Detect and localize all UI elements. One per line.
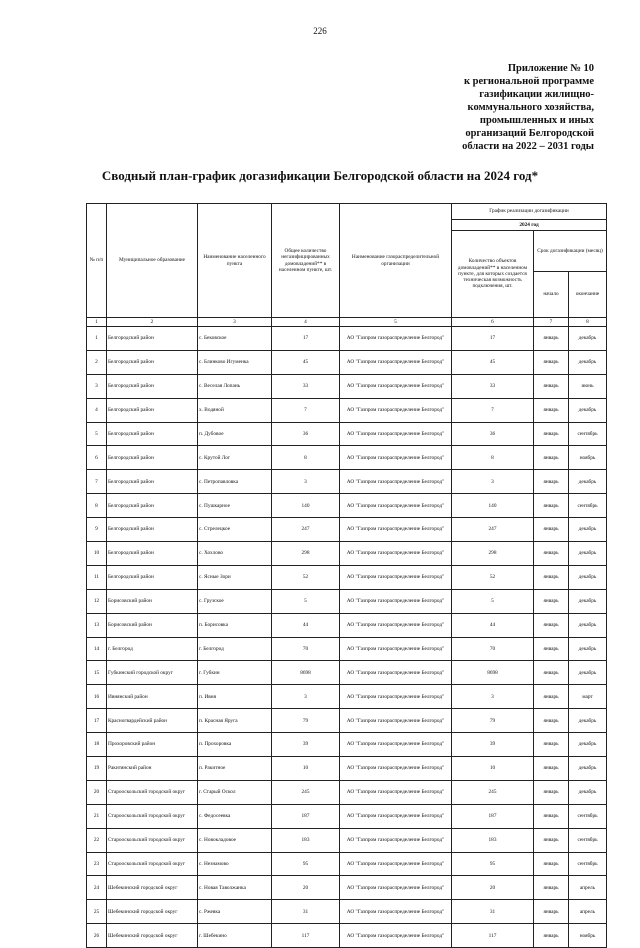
organization-cell: АО "Газпром газораспределение Белгород" bbox=[340, 518, 452, 542]
organization-cell: АО "Газпром газораспределение Белгород" bbox=[340, 852, 452, 876]
settlement-cell: п. Ивня bbox=[198, 685, 272, 709]
households-count-cell: 36 bbox=[452, 422, 534, 446]
households-count-cell: 20 bbox=[452, 876, 534, 900]
organization-cell: АО "Газпром газораспределение Белгород" bbox=[340, 446, 452, 470]
municipality-cell: Красногвардейский район bbox=[107, 709, 198, 733]
start-month-cell: январь bbox=[534, 565, 569, 589]
table-row bbox=[87, 494, 607, 518]
column-numbers-row bbox=[87, 318, 607, 327]
start-month-cell: январь bbox=[534, 613, 569, 637]
households-count-cell: 95 bbox=[452, 852, 534, 876]
households-count-cell: 10 bbox=[452, 757, 534, 781]
households-count-cell: 187 bbox=[452, 804, 534, 828]
municipality-cell: Белгородский район bbox=[107, 422, 198, 446]
header-num: № п/п bbox=[87, 204, 107, 318]
start-month-cell: январь bbox=[534, 900, 569, 924]
settlement-cell: г. Белгород bbox=[198, 637, 272, 661]
municipality-cell: Прохоровский район bbox=[107, 733, 198, 757]
end-month-cell: июнь bbox=[569, 374, 607, 398]
households-count-cell: 44 bbox=[452, 613, 534, 637]
organization-cell: АО "Газпром газораспределение Белгород" bbox=[340, 733, 452, 757]
households-count-cell: 247 bbox=[452, 518, 534, 542]
organization-cell: АО "Газпром газораспределение Белгород" bbox=[340, 494, 452, 518]
header-settlement: Наименование населенного пункта bbox=[198, 204, 272, 318]
organization-cell: АО "Газпром газораспределение Белгород" bbox=[340, 565, 452, 589]
start-month-cell: январь bbox=[534, 518, 569, 542]
row-number: 8 bbox=[87, 494, 107, 518]
total-households-cell: 45 bbox=[272, 350, 340, 374]
start-month-cell: январь bbox=[534, 757, 569, 781]
households-count-cell: 8 bbox=[452, 446, 534, 470]
settlement-cell: г. Шебекино bbox=[198, 924, 272, 948]
organization-cell: АО "Газпром газораспределение Белгород" bbox=[340, 589, 452, 613]
total-households-cell: 187 bbox=[272, 804, 340, 828]
organization-cell: АО "Газпром газораспределение Белгород" bbox=[340, 422, 452, 446]
row-number: 17 bbox=[87, 709, 107, 733]
total-households-cell: 5 bbox=[272, 589, 340, 613]
municipality-cell: Белгородский район bbox=[107, 446, 198, 470]
start-month-cell: январь bbox=[534, 876, 569, 900]
header-end: окончание bbox=[569, 272, 607, 318]
total-households-cell: 10 bbox=[272, 757, 340, 781]
table-row bbox=[87, 876, 607, 900]
settlement-cell: с. Веселая Лопань bbox=[198, 374, 272, 398]
header-municipality: Муниципальное образование bbox=[107, 204, 198, 318]
table-row bbox=[87, 613, 607, 637]
start-month-cell: январь bbox=[534, 828, 569, 852]
table-row bbox=[87, 327, 607, 351]
table-row bbox=[87, 374, 607, 398]
municipality-cell: г. Белгород bbox=[107, 637, 198, 661]
end-month-cell: декабрь bbox=[569, 709, 607, 733]
municipality-cell: Белгородский район bbox=[107, 327, 198, 351]
organization-cell: АО "Газпром газораспределение Белгород" bbox=[340, 804, 452, 828]
row-number: 15 bbox=[87, 661, 107, 685]
settlement-cell: с. Петропавловка bbox=[198, 470, 272, 494]
households-count-cell: 17 bbox=[452, 327, 534, 351]
households-count-cell: 140 bbox=[452, 494, 534, 518]
start-month-cell: январь bbox=[534, 327, 569, 351]
organization-cell: АО "Газпром газораспределение Белгород" bbox=[340, 350, 452, 374]
table-row bbox=[87, 924, 607, 948]
column-number: 1 bbox=[87, 318, 107, 327]
total-households-cell: 52 bbox=[272, 565, 340, 589]
table-row bbox=[87, 852, 607, 876]
settlement-cell: с. Незнамово bbox=[198, 852, 272, 876]
start-month-cell: январь bbox=[534, 637, 569, 661]
total-households-cell: 3 bbox=[272, 685, 340, 709]
start-month-cell: январь bbox=[534, 374, 569, 398]
row-number: 13 bbox=[87, 613, 107, 637]
start-month-cell: январь bbox=[534, 709, 569, 733]
settlement-cell: г. Старый Оскол bbox=[198, 780, 272, 804]
row-number: 3 bbox=[87, 374, 107, 398]
households-count-cell: 45 bbox=[452, 350, 534, 374]
end-month-cell: апрель bbox=[569, 876, 607, 900]
end-month-cell: декабрь bbox=[569, 613, 607, 637]
header-period: Срок догазификации (месяц) bbox=[534, 231, 607, 272]
start-month-cell: январь bbox=[534, 470, 569, 494]
end-month-cell: декабрь bbox=[569, 661, 607, 685]
row-number: 12 bbox=[87, 589, 107, 613]
end-month-cell: декабрь bbox=[569, 780, 607, 804]
start-month-cell: январь bbox=[534, 804, 569, 828]
row-number: 25 bbox=[87, 900, 107, 924]
table-row bbox=[87, 470, 607, 494]
municipality-cell: Старооскольский городской округ bbox=[107, 828, 198, 852]
end-month-cell: декабрь bbox=[569, 398, 607, 422]
row-number: 11 bbox=[87, 565, 107, 589]
end-month-cell: сентябрь bbox=[569, 494, 607, 518]
municipality-cell: Старооскольский городской округ bbox=[107, 780, 198, 804]
settlement-cell: п. Прохоровка bbox=[198, 733, 272, 757]
start-month-cell: январь bbox=[534, 924, 569, 948]
row-number: 1 bbox=[87, 327, 107, 351]
households-count-cell: 3 bbox=[452, 685, 534, 709]
row-number: 24 bbox=[87, 876, 107, 900]
row-number: 21 bbox=[87, 804, 107, 828]
organization-cell: АО "Газпром газораспределение Белгород" bbox=[340, 327, 452, 351]
municipality-cell: Губкинский городской округ bbox=[107, 661, 198, 685]
end-month-cell: декабрь bbox=[569, 565, 607, 589]
table-row bbox=[87, 565, 607, 589]
total-households-cell: 17 bbox=[272, 327, 340, 351]
end-month-cell: ноябрь bbox=[569, 446, 607, 470]
end-month-cell: сентябрь bbox=[569, 422, 607, 446]
row-number: 19 bbox=[87, 757, 107, 781]
document-title: Сводный план-график догазификации Белгородской области на 2024 год* bbox=[101, 168, 539, 183]
settlement-cell: с. Ясные Зори bbox=[198, 565, 272, 589]
municipality-cell: Белгородский район bbox=[107, 350, 198, 374]
households-count-cell: 3 bbox=[452, 470, 534, 494]
households-count-cell: 7 bbox=[452, 398, 534, 422]
end-month-cell: март bbox=[569, 685, 607, 709]
total-households-cell: 117 bbox=[272, 924, 340, 948]
municipality-cell: Белгородский район bbox=[107, 494, 198, 518]
table-row bbox=[87, 780, 607, 804]
organization-cell: АО "Газпром газораспределение Белгород" bbox=[340, 661, 452, 685]
total-households-cell: 183 bbox=[272, 828, 340, 852]
total-households-cell: 36 bbox=[272, 422, 340, 446]
settlement-cell: г. Губкин bbox=[198, 661, 272, 685]
column-number: 4 bbox=[272, 318, 340, 327]
municipality-cell: Белгородский район bbox=[107, 542, 198, 566]
settlement-cell: с. Крутой Лог bbox=[198, 446, 272, 470]
households-count-cell: 39 bbox=[452, 733, 534, 757]
settlement-cell: п. Борисовка bbox=[198, 613, 272, 637]
settlement-cell: п. Дубовое bbox=[198, 422, 272, 446]
appendix-line: к региональной программе bbox=[463, 76, 594, 87]
end-month-cell: декабрь bbox=[569, 733, 607, 757]
row-number: 20 bbox=[87, 780, 107, 804]
table-row bbox=[87, 900, 607, 924]
row-number: 5 bbox=[87, 422, 107, 446]
total-households-cell: 247 bbox=[272, 518, 340, 542]
table-row bbox=[87, 542, 607, 566]
organization-cell: АО "Газпром газораспределение Белгород" bbox=[340, 542, 452, 566]
start-month-cell: январь bbox=[534, 661, 569, 685]
municipality-cell: Ивнянский район bbox=[107, 685, 198, 709]
column-number: 5 bbox=[340, 318, 452, 327]
organization-cell: АО "Газпром газораспределение Белгород" bbox=[340, 685, 452, 709]
municipality-cell: Ракитянский район bbox=[107, 757, 198, 781]
end-month-cell: ноябрь bbox=[569, 924, 607, 948]
table-row bbox=[87, 398, 607, 422]
table-row bbox=[87, 804, 607, 828]
end-month-cell: декабрь bbox=[569, 518, 607, 542]
total-households-cell: 7 bbox=[272, 398, 340, 422]
settlement-cell: п. Ракитное bbox=[198, 757, 272, 781]
households-count-cell: 70 bbox=[452, 637, 534, 661]
total-households-cell: 140 bbox=[272, 494, 340, 518]
table-row bbox=[87, 422, 607, 446]
municipality-cell: Шебекинский городской округ bbox=[107, 876, 198, 900]
row-number: 2 bbox=[87, 350, 107, 374]
settlement-cell: п. Красная Яруга bbox=[198, 709, 272, 733]
start-month-cell: январь bbox=[534, 446, 569, 470]
households-count-cell: 8698 bbox=[452, 661, 534, 685]
row-number: 9 bbox=[87, 518, 107, 542]
start-month-cell: январь bbox=[534, 733, 569, 757]
table-row bbox=[87, 589, 607, 613]
total-households-cell: 79 bbox=[272, 709, 340, 733]
total-households-cell: 31 bbox=[272, 900, 340, 924]
settlement-cell: с. Бековское bbox=[198, 327, 272, 351]
row-number: 22 bbox=[87, 828, 107, 852]
end-month-cell: декабрь bbox=[569, 542, 607, 566]
header-total: Общее количество негазифицированных домовладений** в населенном пункте, шт. bbox=[272, 204, 340, 318]
settlement-cell: с. Блинково Игуменка bbox=[198, 350, 272, 374]
table-row bbox=[87, 709, 607, 733]
table-row bbox=[87, 757, 607, 781]
table-row bbox=[87, 661, 607, 685]
settlement-cell: с. Ржевка bbox=[198, 900, 272, 924]
header-schedule: График реализации догазификации bbox=[452, 204, 607, 220]
end-month-cell: сентябрь bbox=[569, 804, 607, 828]
table-row bbox=[87, 733, 607, 757]
end-month-cell: сентябрь bbox=[569, 828, 607, 852]
households-count-cell: 298 bbox=[452, 542, 534, 566]
organization-cell: АО "Газпром газораспределение Белгород" bbox=[340, 828, 452, 852]
page-number: 226 bbox=[313, 26, 327, 36]
row-number: 14 bbox=[87, 637, 107, 661]
appendix-line: газификации жилищно- bbox=[479, 89, 594, 100]
schedule-table bbox=[86, 203, 607, 948]
header-start: начало bbox=[534, 272, 569, 318]
organization-cell: АО "Газпром газораспределение Белгород" bbox=[340, 374, 452, 398]
end-month-cell: апрель bbox=[569, 900, 607, 924]
column-number: 6 bbox=[452, 318, 534, 327]
total-households-cell: 44 bbox=[272, 613, 340, 637]
households-count-cell: 52 bbox=[452, 565, 534, 589]
households-count-cell: 245 bbox=[452, 780, 534, 804]
table-row bbox=[87, 350, 607, 374]
households-count-cell: 183 bbox=[452, 828, 534, 852]
start-month-cell: январь bbox=[534, 494, 569, 518]
organization-cell: АО "Газпром газораспределение Белгород" bbox=[340, 900, 452, 924]
column-number: 3 bbox=[198, 318, 272, 327]
municipality-cell: Белгородский район bbox=[107, 470, 198, 494]
start-month-cell: январь bbox=[534, 589, 569, 613]
total-households-cell: 33 bbox=[272, 374, 340, 398]
end-month-cell: декабрь bbox=[569, 350, 607, 374]
column-number: 2 bbox=[107, 318, 198, 327]
organization-cell: АО "Газпром газораспределение Белгород" bbox=[340, 876, 452, 900]
column-number: 8 bbox=[569, 318, 607, 327]
appendix-line: области на 2022 – 2031 годы bbox=[462, 141, 594, 152]
municipality-cell: Белгородский район bbox=[107, 518, 198, 542]
households-count-cell: 79 bbox=[452, 709, 534, 733]
municipality-cell: Шебекинский городской округ bbox=[107, 924, 198, 948]
organization-cell: АО "Газпром газораспределение Белгород" bbox=[340, 470, 452, 494]
start-month-cell: январь bbox=[534, 422, 569, 446]
organization-cell: АО "Газпром газораспределение Белгород" bbox=[340, 780, 452, 804]
households-count-cell: 33 bbox=[452, 374, 534, 398]
start-month-cell: январь bbox=[534, 398, 569, 422]
table-body bbox=[87, 327, 607, 948]
organization-cell: АО "Газпром газораспределение Белгород" bbox=[340, 709, 452, 733]
row-number: 7 bbox=[87, 470, 107, 494]
settlement-cell: с. Новокладовое bbox=[198, 828, 272, 852]
start-month-cell: январь bbox=[534, 542, 569, 566]
settlement-cell: с. Стрелецкое bbox=[198, 518, 272, 542]
settlement-cell: с. Пушкарное bbox=[198, 494, 272, 518]
municipality-cell: Старооскольский городской округ bbox=[107, 804, 198, 828]
organization-cell: АО "Газпром газораспределение Белгород" bbox=[340, 757, 452, 781]
row-number: 18 bbox=[87, 733, 107, 757]
appendix-line: организаций Белгородской bbox=[465, 128, 594, 139]
end-month-cell: декабрь bbox=[569, 327, 607, 351]
total-households-cell: 95 bbox=[272, 852, 340, 876]
municipality-cell: Шебекинский городской округ bbox=[107, 900, 198, 924]
header-organization: Наименование газораспределительной организации bbox=[340, 204, 452, 318]
total-households-cell: 8698 bbox=[272, 661, 340, 685]
table-row bbox=[87, 446, 607, 470]
row-number: 26 bbox=[87, 924, 107, 948]
total-households-cell: 39 bbox=[272, 733, 340, 757]
end-month-cell: декабрь bbox=[569, 637, 607, 661]
row-number: 23 bbox=[87, 852, 107, 876]
settlement-cell: с. Грузское bbox=[198, 589, 272, 613]
start-month-cell: январь bbox=[534, 685, 569, 709]
column-number: 7 bbox=[534, 318, 569, 327]
end-month-cell: декабрь bbox=[569, 470, 607, 494]
header-year: 2024 год bbox=[452, 220, 607, 231]
municipality-cell: Борисовский район bbox=[107, 613, 198, 637]
municipality-cell: Белгородский район bbox=[107, 398, 198, 422]
start-month-cell: январь bbox=[534, 780, 569, 804]
total-households-cell: 3 bbox=[272, 470, 340, 494]
organization-cell: АО "Газпром газораспределение Белгород" bbox=[340, 924, 452, 948]
table-row bbox=[87, 685, 607, 709]
municipality-cell: Старооскольский городской округ bbox=[107, 852, 198, 876]
end-month-cell: декабрь bbox=[569, 757, 607, 781]
table-row bbox=[87, 518, 607, 542]
start-month-cell: январь bbox=[534, 350, 569, 374]
appendix-heading bbox=[394, 62, 594, 153]
total-households-cell: 245 bbox=[272, 780, 340, 804]
municipality-cell: Борисовский район bbox=[107, 589, 198, 613]
organization-cell: АО "Газпром газораспределение Белгород" bbox=[340, 398, 452, 422]
appendix-line: коммунального хозяйства, bbox=[467, 102, 594, 113]
row-number: 10 bbox=[87, 542, 107, 566]
households-count-cell: 31 bbox=[452, 900, 534, 924]
table-row bbox=[87, 637, 607, 661]
header-count: Количество объектов домовладений** в населенном пункте, для которых создается техническая возможность подключения, шт. bbox=[452, 231, 534, 318]
settlement-cell: х. Водяной bbox=[198, 398, 272, 422]
table-header bbox=[87, 204, 607, 327]
total-households-cell: 20 bbox=[272, 876, 340, 900]
total-households-cell: 70 bbox=[272, 637, 340, 661]
households-count-cell: 117 bbox=[452, 924, 534, 948]
row-number: 4 bbox=[87, 398, 107, 422]
appendix-line: Приложение № 10 bbox=[507, 63, 594, 74]
end-month-cell: декабрь bbox=[569, 589, 607, 613]
total-households-cell: 298 bbox=[272, 542, 340, 566]
households-count-cell: 5 bbox=[452, 589, 534, 613]
organization-cell: АО "Газпром газораспределение Белгород" bbox=[340, 637, 452, 661]
organization-cell: АО "Газпром газораспределение Белгород" bbox=[340, 613, 452, 637]
appendix-line: промышленных и иных bbox=[479, 115, 594, 126]
table-row bbox=[87, 828, 607, 852]
total-households-cell: 8 bbox=[272, 446, 340, 470]
settlement-cell: с. Федосеевка bbox=[198, 804, 272, 828]
municipality-cell: Белгородский район bbox=[107, 565, 198, 589]
settlement-cell: с. Хохлово bbox=[198, 542, 272, 566]
row-number: 16 bbox=[87, 685, 107, 709]
settlement-cell: с. Новая Таволжанка bbox=[198, 876, 272, 900]
start-month-cell: январь bbox=[534, 852, 569, 876]
row-number: 6 bbox=[87, 446, 107, 470]
municipality-cell: Белгородский район bbox=[107, 374, 198, 398]
end-month-cell: сентябрь bbox=[569, 852, 607, 876]
